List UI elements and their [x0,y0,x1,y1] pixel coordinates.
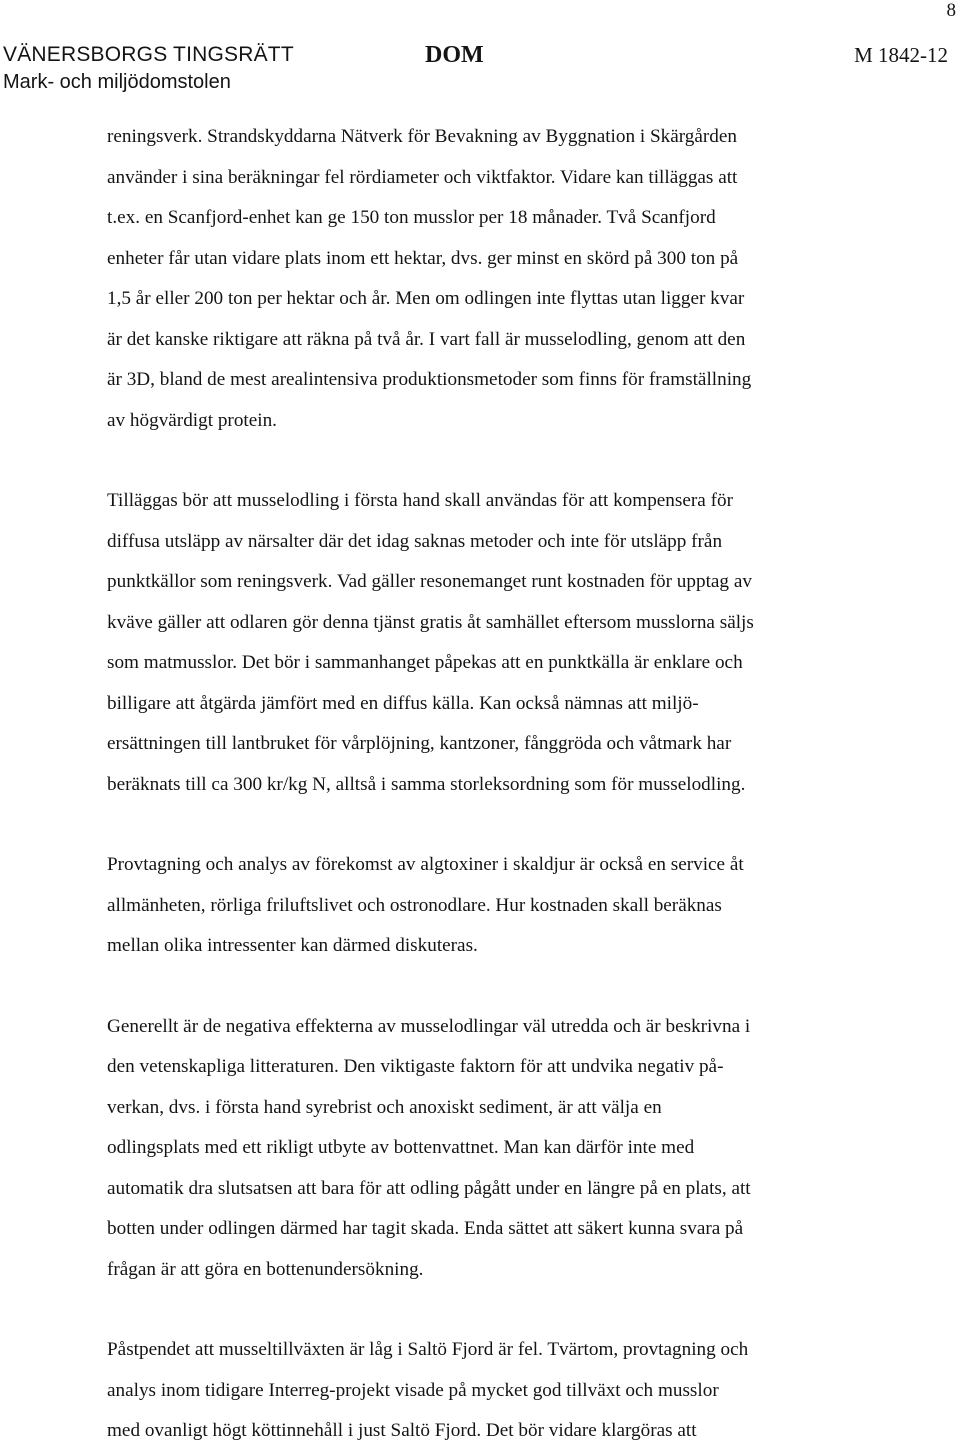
text-line: använder i sina beräkningar fel rördiameter och viktfaktor. Vidare kan tilläggas att [107,166,738,188]
paragraph-spacer [107,967,897,1007]
text-line: analys inom tidigare Interreg-projekt visade på mycket god tillväxt och musslor [107,1379,719,1401]
document-type: DOM [425,42,484,68]
text-line: Tilläggas bör att musselodling i första hand skall användas för att kompensera för [107,490,733,511]
text-line: punktkällor som reningsverk. Vad gäller resonemanget runt kostnaden för upptag av [107,571,752,592]
paragraph-3 [107,845,897,967]
text-line: med ovanligt högt köttinnehåll i just Saltö Fjord. Det bör vidare klargöras att [107,1420,697,1441]
page-number: 8 [946,0,956,21]
text-line: av högvärdigt protein. [107,409,277,431]
paragraph-5 [107,1330,897,1452]
text-line: kväve gäller att odlaren gör denna tjänst gratis åt samhället eftersom musslorna säljs [107,611,754,633]
text-line: Generellt är de negativa effekterna av musselodlingar väl utredda och är beskrivna i [107,1015,751,1037]
text-line: är det kanske riktigare att räkna på två år. I vart fall är musselodling, genom att den [107,328,746,350]
text-line: 1,5 år eller 200 ton per hektar och år. Men om odlingen inte flyttas utan ligger kvar [107,288,745,309]
text-line: verkan, dvs. i första hand syrebrist och anoxiskt sediment, är att välja en [107,1096,662,1118]
text-line: Provtagning och analys av förekomst av algtoxiner i skaldjur är också en service åt [107,854,744,875]
paragraph-spacer [107,1290,897,1330]
document-header [0,40,960,100]
paragraph-spacer [107,441,897,481]
court-name: VÄNERSBORGS TINGSRÄTT [3,43,294,66]
paragraph-4 [107,1007,897,1291]
text-line: enheter får utan vidare plats inom ett hektar, dvs. ger minst en skörd på 300 ton på [107,247,739,269]
text-line: frågan är att göra en bottenundersökning. [107,1258,424,1280]
court-division: Mark- och miljödomstolen [3,71,231,93]
text-line: ersättningen till lantbruket för vårplöjning, kantzoner, fånggröda och våtmark har [107,733,732,754]
text-line: odlingsplats med ett rikligt utbyte av bottenvattnet. Man kan därför inte med [107,1137,695,1158]
text-line: Påstpendet att musseltillväxten är låg i Saltö Fjord är fel. Tvärtom, provtagning och [107,1339,749,1360]
case-number: M 1842-12 [854,43,948,67]
text-line: automatik dra slutsatsen att bara för att odling pågått under en längre på en plats, att [107,1177,751,1199]
text-line: diffusa utsläpp av närsalter där det idag saknas metoder och inte för utsläpp från [107,530,723,552]
text-line: den vetenskapliga litteraturen. Den viktigaste faktorn för att undvika negativ på- [107,1056,724,1077]
document-body [107,117,897,1452]
text-line: botten under odlingen därmed har tagit skada. Enda sättet att säkert kunna svara på [107,1218,744,1239]
text-line: beräknats till ca 300 kr/kg N, alltså i samma storleksordning som för musselodling. [107,773,746,795]
paragraph-spacer [107,805,897,845]
text-line: billigare att åtgärda jämfört med en diffus källa. Kan också nämnas att miljö- [107,692,699,714]
text-line: reningsverk. Strandskyddarna Nätverk för Bevakning av Byggnation i Skärgården [107,126,738,147]
paragraph-1 [107,117,897,441]
text-line: är 3D, bland de mest arealintensiva produktionsmetoder som finns för framställning [107,369,752,390]
text-line: t.ex. en Scanfjord-enhet kan ge 150 ton musslor per 18 månader. Två Scanfjord [107,207,716,228]
paragraph-2 [107,481,897,805]
text-line: allmänheten, rörliga friluftslivet och ostronodlare. Hur kostnaden skall beräknas [107,894,722,916]
text-line: som matmusslor. Det bör i sammanhanget påpekas att en punktkälla är enklare och [107,652,743,673]
text-line: mellan olika intressenter kan därmed diskuteras. [107,935,478,956]
